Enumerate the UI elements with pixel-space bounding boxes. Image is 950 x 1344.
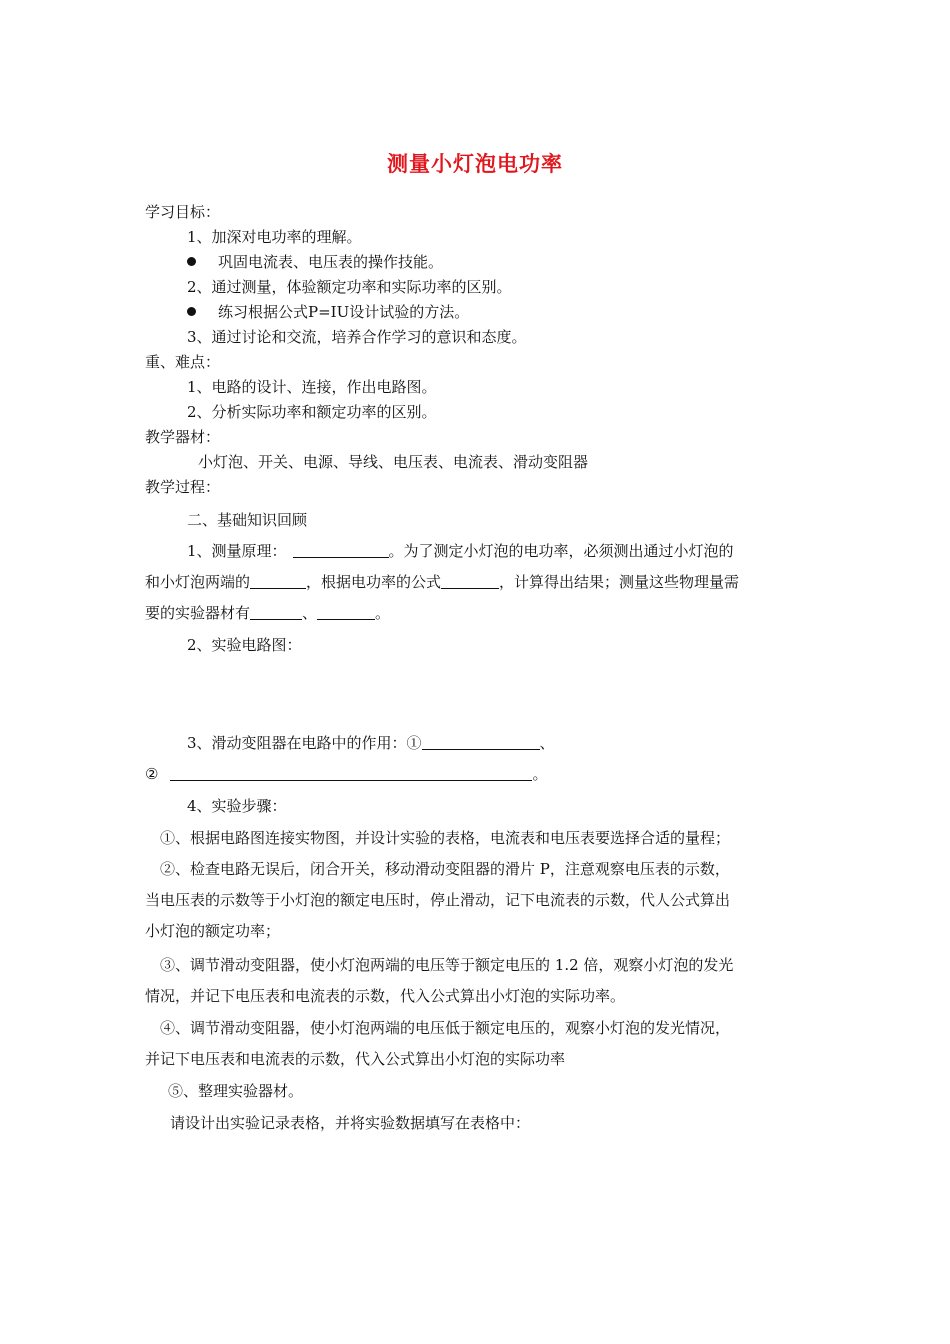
- step-line: 并记下电压表和电流表的示数，代入公式算出小灯泡的实际功率: [145, 1050, 566, 1068]
- closing-instruction: 请设计出实验记录表格，并将实验数据填写在表格中：: [170, 1114, 531, 1132]
- objective-item: 2、通过测量，体验额定功率和实际功率的区别。: [187, 278, 512, 296]
- answer-blank[interactable]: [422, 734, 540, 750]
- step-line: ②、检查电路无误后，闭合开关，移动滑动变阻器的滑片 P，注意观察电压表的示数，: [160, 860, 730, 878]
- objectives-heading: 学习目标：: [145, 203, 221, 221]
- answer-blank[interactable]: [441, 573, 499, 589]
- question-4: 4、实验步骤：: [187, 797, 287, 815]
- section-heading: 二、基础知识回顾: [187, 511, 308, 529]
- bullet-icon: [187, 257, 196, 266]
- step-line: ③、调节滑动变阻器，使小灯泡两端的电压等于额定电压的 1.2 倍，观察小灯泡的发光: [160, 956, 734, 974]
- answer-blank[interactable]: [293, 542, 389, 558]
- step-line: ①、根据电路图连接实物图，并设计实验的表格，电流表和电压表要选择合适的量程；: [160, 829, 731, 847]
- step-line: ④、调节滑动变阻器，使小灯泡两端的电压低于额定电压的，观察小灯泡的发光情况，: [160, 1019, 731, 1037]
- question-3-line-2: ② 。: [145, 765, 548, 783]
- answer-blank[interactable]: [250, 604, 302, 620]
- key-point-item: 1、电路的设计、连接，作出电路图。: [187, 378, 437, 396]
- step-line: ⑤、整理实验器材。: [168, 1082, 304, 1100]
- document-title: 测量小灯泡电功率: [387, 151, 563, 176]
- step-line: 小灯泡的额定功率；: [145, 922, 281, 940]
- materials-list: 小灯泡、开关、电源、导线、电压表、电流表、滑动变阻器: [198, 453, 589, 471]
- key-point-item: 2、分析实际功率和额定功率的区别。: [187, 403, 437, 421]
- materials-heading: 教学器材：: [145, 428, 221, 446]
- question-1-line-2: 和小灯泡两端的 ，根据电功率的公式 ，计算得出结果；测量这些物理量需: [145, 573, 740, 591]
- question-2: 2、实验电路图：: [187, 636, 302, 654]
- question-1-line-1: 1、测量原理： 。为了测定小灯泡的电功率，必须测出通过小灯泡的: [187, 542, 734, 560]
- step-line: 当电压表的示数等于小灯泡的额定电压时，停止滑动，记下电流表的示数，代人公式算出: [145, 891, 731, 909]
- answer-blank[interactable]: [317, 604, 375, 620]
- objective-item: 1、加深对电功率的理解。: [187, 228, 362, 246]
- answer-blank[interactable]: [170, 765, 532, 781]
- answer-blank[interactable]: [250, 573, 306, 589]
- objective-item: 3、通过讨论和交流，培养合作学习的意识和态度。: [187, 328, 527, 346]
- bullet-icon: [187, 307, 196, 316]
- objective-item-bulleted: 练习根据公式P=IU设计试验的方法。: [187, 302, 469, 322]
- key-points-heading: 重、难点：: [145, 353, 221, 371]
- question-1-line-3: 要的实验器材有 、 。: [145, 604, 391, 622]
- question-3-line-1: 3、滑动变阻器在电路中的作用：① 、: [187, 734, 555, 752]
- step-line: 情况，并记下电压表和电流表的示数，代入公式算出小灯泡的实际功率。: [145, 987, 626, 1005]
- objective-item-bulleted: 巩固电流表、电压表的操作技能。: [187, 252, 443, 272]
- process-heading: 教学过程：: [145, 478, 221, 496]
